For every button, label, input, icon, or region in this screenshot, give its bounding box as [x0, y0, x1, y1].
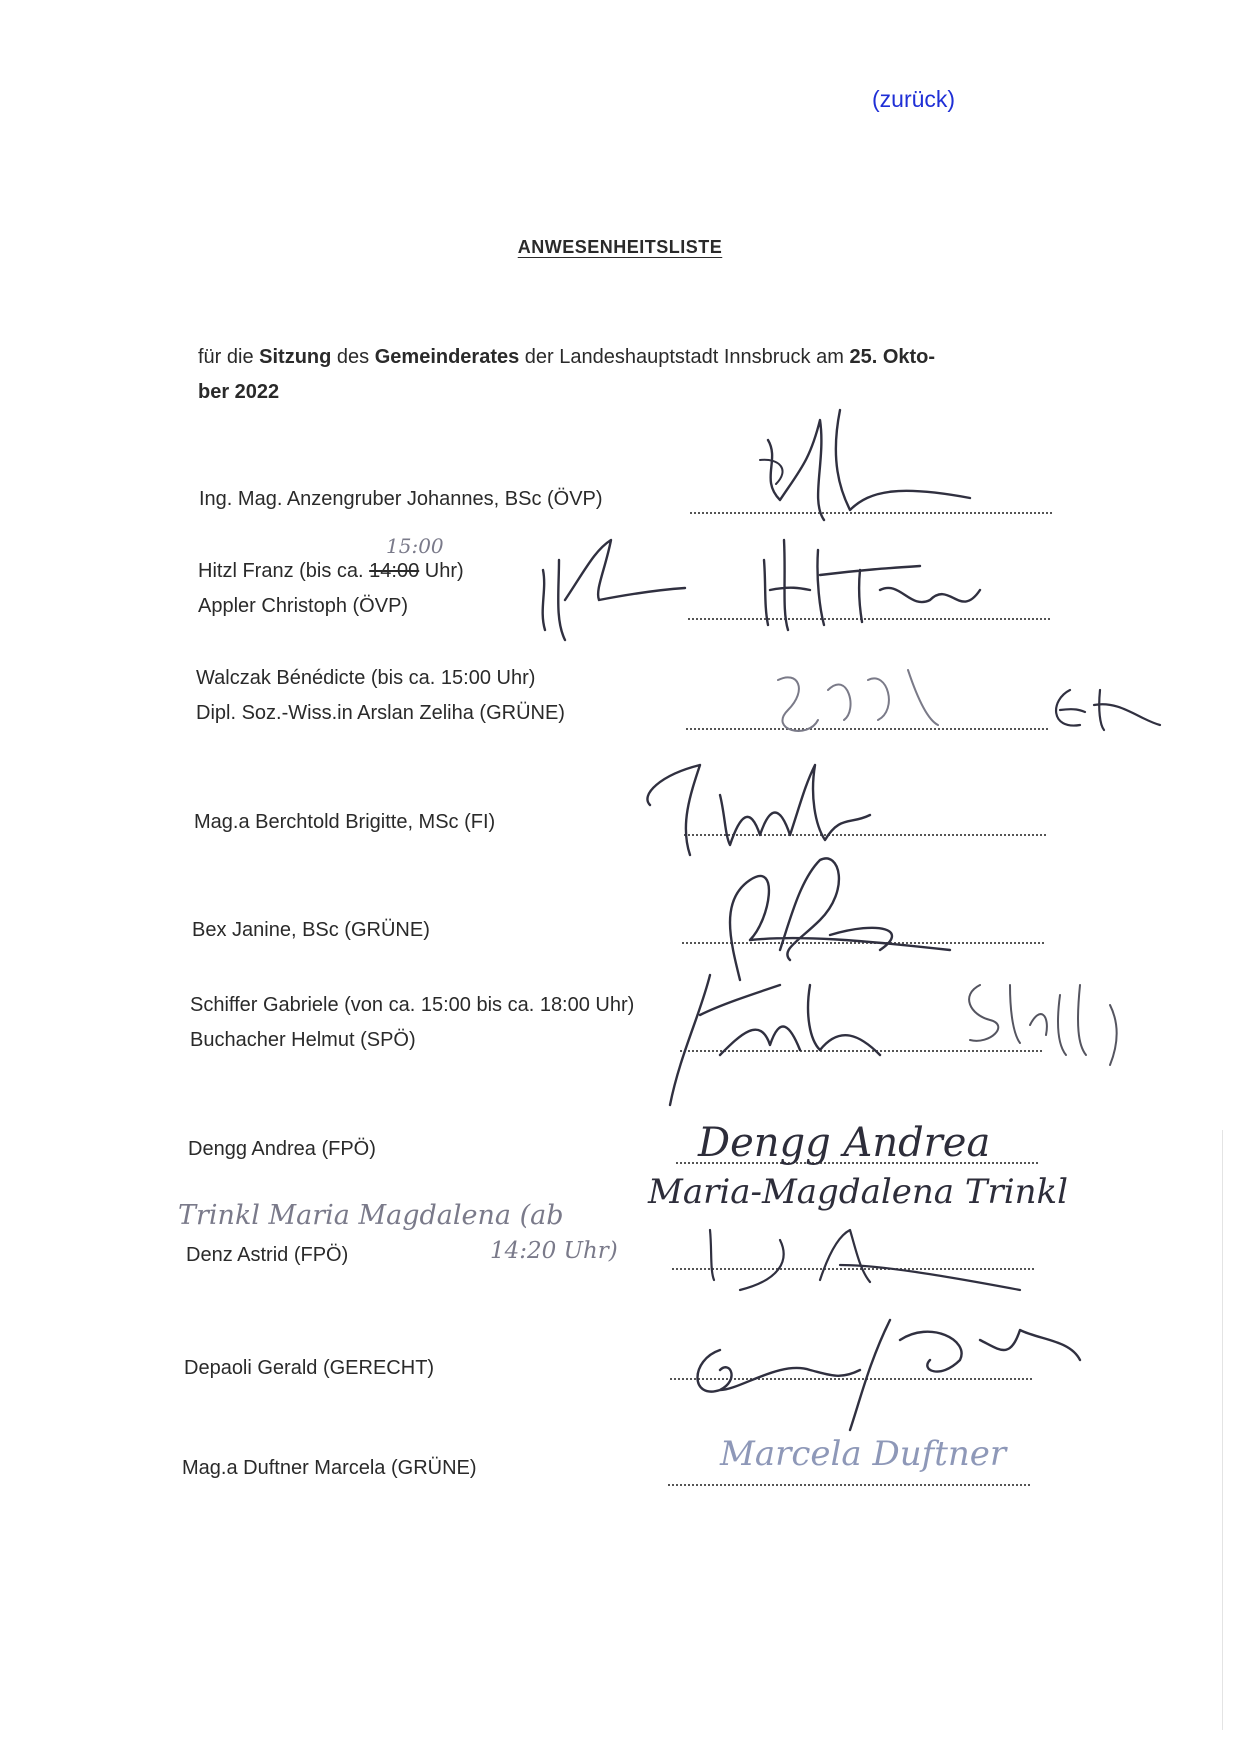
document-title: [0, 237, 1240, 258]
signature-arslan: [1030, 670, 1170, 750]
attendee-name: Dipl. Soz.-Wiss.in Arslan Zeliha (GRÜNE): [196, 702, 565, 724]
signature-anzengruber: [740, 400, 1000, 540]
handwritten-addition: 14:20 Uhr): [490, 1238, 618, 1264]
attendee-name: Walczak Bénédicte (bis ca. 15:00 Uhr): [196, 667, 536, 689]
signature-hitzl-initials: [525, 530, 705, 650]
attendee-name: Mag.a Berchtold Brigitte, MSc (FI): [194, 811, 496, 833]
signature-denz: [660, 1220, 1040, 1310]
signature-dengg-andrea: Dengg Andrea: [698, 1120, 991, 1166]
handwritten-addition: Trinkl Maria Magdalena (ab: [178, 1200, 564, 1231]
signature-depaoli: [660, 1300, 1100, 1440]
signature-walczak: [748, 650, 948, 760]
time-correction: 15:00: [386, 534, 444, 558]
signature-appler: [750, 530, 1010, 640]
attendee-name: Denz Astrid (FPÖ): [186, 1244, 349, 1266]
attendee-name: Hitzl Franz (bis ca. 14:00 Uhr): [198, 560, 464, 582]
signature-buchacher: [660, 955, 920, 1115]
title-text: ANWESENHEITSLISTE: [517, 237, 723, 257]
back-link[interactable]: (zurück): [872, 86, 956, 112]
scan-edge-line: [1222, 1130, 1223, 1730]
attendee-name: Appler Christoph (ÖVP): [198, 595, 409, 617]
attendee-name: Buchacher Helmut (SPÖ): [190, 1029, 416, 1051]
signature-line: [668, 1484, 1030, 1486]
signature-trinkl: Maria-Magdalena Trinkl: [648, 1172, 1069, 1212]
attendee-name: Dengg Andrea (FPÖ): [188, 1138, 376, 1160]
attendee-name: Schiffer Gabriele (von ca. 15:00 bis ca. 18:00 Uhr): [190, 994, 635, 1016]
attendee-name: Ing. Mag. Anzengruber Johannes, BSc (ÖVP): [199, 488, 603, 510]
attendee-name: Bex Janine, BSc (GRÜNE): [192, 919, 430, 941]
signature-duftner: Marcela Duftner: [720, 1434, 1007, 1474]
attendee-name: Mag.a Duftner Marcela (GRÜNE): [182, 1457, 477, 1479]
signature-schiffer: [950, 965, 1150, 1075]
attendee-name: Depaoli Gerald (GERECHT): [184, 1357, 435, 1379]
intro-paragraph: für die Sitzung des Gemeinderates der Landeshauptstadt Innsbruck am 25. Okto- ber 2022: [198, 346, 936, 403]
